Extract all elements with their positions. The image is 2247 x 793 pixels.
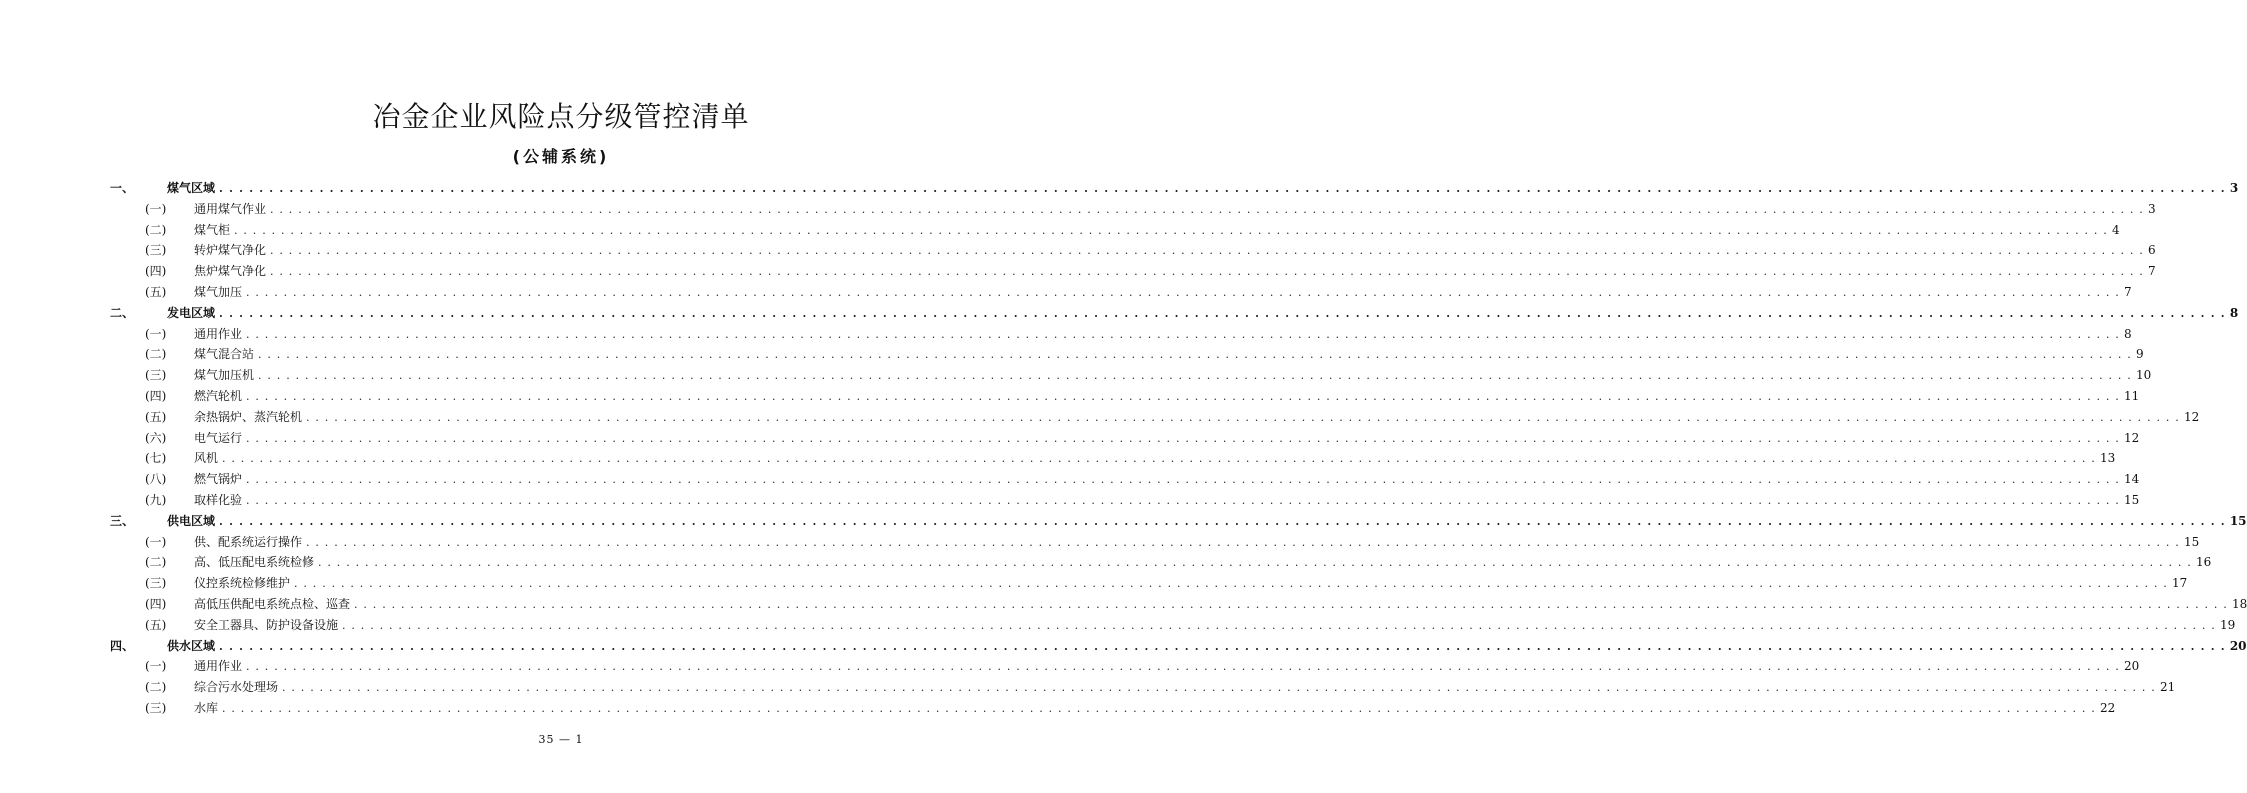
dot-leader: . . . . . . . . . . . . . . . . . . . . . . . . . . . . . . . . . . . . . . . . . . . . . . . . . . . . . . . . . . . . . . . . . . . . . . . . . . . . . . . . . . . . . . . . . . . . . . . . . . . . . . . . . . . . . . . . . . . . . . . . . . . . . . . . . . . . . . . . . . . . . . . . . . . . . . . . . . . . . . . . . . . . . . . . . . . . . . . . . . . . . . . . . . . . . . . . . . . . . . . . <box>222 452 2096 466</box>
toc-entry-label: 通用作业 <box>194 326 243 341</box>
toc-entry-number: (四) <box>145 388 167 403</box>
toc-entry-label: 燃汽轮机 <box>194 388 243 403</box>
toc-entry-number: (三) <box>145 576 167 591</box>
toc-entry-label: 煤气柜 <box>194 222 231 237</box>
toc-entry-page: 6 <box>2147 243 2156 258</box>
toc-entry-page: 20 <box>2123 659 2140 674</box>
toc-subsection-entry[interactable] <box>110 220 2120 241</box>
toc-entry-label: 高、低压配电系统检修 <box>194 555 315 570</box>
document-title: 冶金企业风险点分级管控清单 <box>372 100 750 133</box>
toc-subsection-entry[interactable] <box>110 386 2140 407</box>
toc-subsection-entry[interactable] <box>110 199 2156 220</box>
toc-entry-page: 14 <box>2123 472 2140 487</box>
toc-entry-label: 焦炉煤气净化 <box>194 264 267 279</box>
toc-entry-label: 通用作业 <box>194 659 243 674</box>
toc-subsection-entry[interactable] <box>110 615 2236 636</box>
toc-entry-label: 水库 <box>194 700 219 715</box>
toc-entry-page: 11 <box>2123 388 2140 403</box>
toc-entry-label: 供电区域 <box>167 513 216 528</box>
toc-subsection-entry[interactable] <box>110 428 2140 449</box>
toc-entry-label: 安全工器具、防护设备设施 <box>194 617 339 632</box>
toc-entry-label: 发电区域 <box>167 305 216 320</box>
toc-entry-page: 17 <box>2171 576 2188 591</box>
dot-leader: . . . . . . . . . . . . . . . . . . . . . . . . . . . . . . . . . . . . . . . . . . . . . . . . . . . . . . . . . . . . . . . . . . . . . . . . . . . . . . . . . . . . . . . . . . . . . . . . . . . . . . . . . . . . . . . . . . . . . . . . . . . . . . . . . . . . . . . . . . . . . . . . . . . . . . . . . . . . . . . . . . . . . . . . . . . . . . . . . . . . . . . . . . . . . . . . . . . . . . . . <box>246 389 2120 403</box>
toc-subsection-entry[interactable] <box>110 532 2200 553</box>
toc-entry-page: 16 <box>2195 555 2212 570</box>
toc-entry-page: 21 <box>2159 680 2176 695</box>
dot-leader: . . . . . . . . . . . . . . . . . . . . . . . . . . . . . . . . . . . . . . . . . . . . . . . . . . . . . . . . . . . . . . . . . . . . . . . . . . . . . . . . . . . . . . . . . . . . . . . . . . . . . . . . . . . . . . . . . . . . . . . . . . . . . . . . . . . . . . . . . . . . . . . . . . . . . . . . . . . . . . . . . . . . . . . . . . . . . . . . . . . . . . . . . . . . . . . . . . . . . . . . <box>234 223 2108 237</box>
dot-leader: . . . . . . . . . . . . . . . . . . . . . . . . . . . . . . . . . . . . . . . . . . . . . . . . . . . . . . . . . . . . . . . . . . . . . . . . . . . . . . . . . . . . . . . . . . . . . . . . . . . . . . . . . . . . . . . . . . . . . . . . . . . . . . . . . . . . . . . . . . . . . . . . . . . . . . . . . . . . . . . . . . . . . . . . . . . . . . . . . . . . . . . . . . . . . . . . . . . . . . . . <box>294 577 2168 591</box>
dot-leader: . . . . . . . . . . . . . . . . . . . . . . . . . . . . . . . . . . . . . . . . . . . . . . . . . . . . . . . . . . . . . . . . . . . . . . . . . . . . . . . . . . . . . . . . . . . . . . . . . . . . . . . . . . . . . . . . . . . . . . . . . . . . . . . . . . . . . . . . . . . . . . . . . . . . . . . . . . . . . . . . . . . . . . . . . . . . . . . . . . . . . . . . . . . . . . . . . . . . . . . . <box>282 681 2156 695</box>
toc-entry-page: 3 <box>2147 201 2156 216</box>
dot-leader: . . . . . . . . . . . . . . . . . . . . . . . . . . . . . . . . . . . . . . . . . . . . . . . . . . . . . . . . . . . . . . . . . . . . . . . . . . . . . . . . . . . . . . . . . . . . . . . . . . . . . . . . . . . . . . . . . . . . . . . . . . . . . . . . . . . . . . . . . . . . . . . . . . . . . . . . . . . . . . . . . . . . . . . . . . . . . . . . . . . . . . . . . . . . . . . . . . . . . . . . <box>354 597 2228 611</box>
dot-leader: . . . . . . . . . . . . . . . . . . . . . . . . . . . . . . . . . . . . . . . . . . . . . . . . . . . . . . . . . . . . . . . . . . . . . . . . . . . . . . . . . . . . . . . . . . . . . . . . . . . . . . . . . . . . . . . . . . . . . . . . . . . . . . . . . . . . . . . . . . . . . . . . . . . . . . . . . . . . . . . . . . . . . . . . . . . . . . . . . . . . . . . . . . . . . . . . . . . . . . . . <box>306 535 2180 549</box>
toc-entry-number: (三) <box>145 243 167 258</box>
toc-entry-label: 煤气加压机 <box>194 368 255 383</box>
toc-entry-number: (二) <box>145 347 167 362</box>
toc-entry-page: 10 <box>2135 368 2152 383</box>
toc-entry-number: (六) <box>145 430 167 445</box>
toc-entry-number: (二) <box>145 222 167 237</box>
page-number: 35 — 1 <box>538 733 584 746</box>
toc-entry-label: 转炉煤气净化 <box>194 243 267 258</box>
toc-subsection-entry[interactable] <box>110 282 2132 303</box>
toc-subsection-entry[interactable] <box>110 698 2116 719</box>
dot-leader: . . . . . . . . . . . . . . . . . . . . . . . . . . . . . . . . . . . . . . . . . . . . . . . . . . . . . . . . . . . . . . . . . . . . . . . . . . . . . . . . . . . . . . . . . . . . . . . . . . . . . . . . . . . . . . . . . . . . . . . . . . . . . . . . . . . . . . . . . . . . . . . . . . . . . . . . . . . . . . . . . . . . . . . . . . . . . . . . . . . . . . . . . . . . . . . . . . . . . . . . <box>342 618 2216 632</box>
toc-entry-number: 一、 <box>110 181 135 195</box>
toc-entry-page: 12 <box>2123 430 2140 445</box>
toc-entry-number: (八) <box>145 472 167 487</box>
toc-entry-number: (三) <box>145 368 167 383</box>
dot-leader: . . . . . . . . . . . . . . . . . . . . . . . . . . . . . . . . . . . . . . . . . . . . . . . . . . . . . . . . . . . . . . . . . . . . . . . . . . . . . . . . . . . . . . . . . . . . . . . . . . . . . . . . . . . . . . . . . . . . . . . . . . . . . . . . . . . . . . . . . . . . . . . . . . . . . . . . . . . . . . . . . . . . . . . . . . . . . . . . . . . . . . . . . . . . . . . . . . . . . . . . <box>219 639 2226 653</box>
toc-entry-label: 仪控系统检修维护 <box>194 576 291 591</box>
toc-subsection-entry[interactable] <box>110 448 2116 469</box>
toc-section-entry[interactable] <box>110 178 2239 199</box>
toc-entry-label: 煤气加压 <box>194 284 243 299</box>
toc-section-entry[interactable] <box>110 511 2247 532</box>
toc-entry-label: 余热锅炉、蒸汽轮机 <box>194 409 303 424</box>
toc-section-entry[interactable] <box>110 636 2247 657</box>
dot-leader: . . . . . . . . . . . . . . . . . . . . . . . . . . . . . . . . . . . . . . . . . . . . . . . . . . . . . . . . . . . . . . . . . . . . . . . . . . . . . . . . . . . . . . . . . . . . . . . . . . . . . . . . . . . . . . . . . . . . . . . . . . . . . . . . . . . . . . . . . . . . . . . . . . . . . . . . . . . . . . . . . . . . . . . . . . . . . . . . . . . . . . . . . . . . . . . . . . . . . . . . <box>246 285 2120 299</box>
toc-entry-label: 通用煤气作业 <box>194 201 267 216</box>
dot-leader: . . . . . . . . . . . . . . . . . . . . . . . . . . . . . . . . . . . . . . . . . . . . . . . . . . . . . . . . . . . . . . . . . . . . . . . . . . . . . . . . . . . . . . . . . . . . . . . . . . . . . . . . . . . . . . . . . . . . . . . . . . . . . . . . . . . . . . . . . . . . . . . . . . . . . . . . . . . . . . . . . . . . . . . . . . . . . . . . . . . . . . . . . . . . . . . . . . . . . . . . <box>270 265 2144 279</box>
toc-entry-label: 电气运行 <box>194 430 243 445</box>
dot-leader: . . . . . . . . . . . . . . . . . . . . . . . . . . . . . . . . . . . . . . . . . . . . . . . . . . . . . . . . . . . . . . . . . . . . . . . . . . . . . . . . . . . . . . . . . . . . . . . . . . . . . . . . . . . . . . . . . . . . . . . . . . . . . . . . . . . . . . . . . . . . . . . . . . . . . . . . . . . . . . . . . . . . . . . . . . . . . . . . . . . . . . . . . . . . . . . . . . . . . . . . <box>270 202 2144 216</box>
dot-leader: . . . . . . . . . . . . . . . . . . . . . . . . . . . . . . . . . . . . . . . . . . . . . . . . . . . . . . . . . . . . . . . . . . . . . . . . . . . . . . . . . . . . . . . . . . . . . . . . . . . . . . . . . . . . . . . . . . . . . . . . . . . . . . . . . . . . . . . . . . . . . . . . . . . . . . . . . . . . . . . . . . . . . . . . . . . . . . . . . . . . . . . . . . . . . . . . . . . . . . . . <box>318 556 2192 570</box>
toc-entry-page: 22 <box>2099 700 2116 715</box>
toc-entry-number: 三、 <box>110 513 135 528</box>
dot-leader: . . . . . . . . . . . . . . . . . . . . . . . . . . . . . . . . . . . . . . . . . . . . . . . . . . . . . . . . . . . . . . . . . . . . . . . . . . . . . . . . . . . . . . . . . . . . . . . . . . . . . . . . . . . . . . . . . . . . . . . . . . . . . . . . . . . . . . . . . . . . . . . . . . . . . . . . . . . . . . . . . . . . . . . . . . . . . . . . . . . . . . . . . . . . . . . . . . . . . . . . <box>219 514 2226 528</box>
dot-leader: . . . . . . . . . . . . . . . . . . . . . . . . . . . . . . . . . . . . . . . . . . . . . . . . . . . . . . . . . . . . . . . . . . . . . . . . . . . . . . . . . . . . . . . . . . . . . . . . . . . . . . . . . . . . . . . . . . . . . . . . . . . . . . . . . . . . . . . . . . . . . . . . . . . . . . . . . . . . . . . . . . . . . . . . . . . . . . . . . . . . . . . . . . . . . . . . . . . . . . . . <box>222 701 2096 715</box>
toc-entry-page: 15 <box>2183 534 2200 549</box>
toc-section-entry[interactable] <box>110 303 2239 324</box>
toc-entry-number: (一) <box>145 534 167 549</box>
toc-entry-page: 3 <box>2229 181 2239 195</box>
toc-entry-label: 取样化验 <box>194 492 243 507</box>
toc-entry-page: 18 <box>2231 596 2247 611</box>
toc-entry-number: (一) <box>145 201 167 216</box>
toc-entry-number: (四) <box>145 596 167 611</box>
toc-entry-number: (二) <box>145 680 167 695</box>
toc-entry-number: (二) <box>145 555 167 570</box>
dot-leader: . . . . . . . . . . . . . . . . . . . . . . . . . . . . . . . . . . . . . . . . . . . . . . . . . . . . . . . . . . . . . . . . . . . . . . . . . . . . . . . . . . . . . . . . . . . . . . . . . . . . . . . . . . . . . . . . . . . . . . . . . . . . . . . . . . . . . . . . . . . . . . . . . . . . . . . . . . . . . . . . . . . . . . . . . . . . . . . . . . . . . . . . . . . . . . . . . . . . . . . . <box>258 348 2132 362</box>
toc-entry-number: 四、 <box>110 638 135 653</box>
dot-leader: . . . . . . . . . . . . . . . . . . . . . . . . . . . . . . . . . . . . . . . . . . . . . . . . . . . . . . . . . . . . . . . . . . . . . . . . . . . . . . . . . . . . . . . . . . . . . . . . . . . . . . . . . . . . . . . . . . . . . . . . . . . . . . . . . . . . . . . . . . . . . . . . . . . . . . . . . . . . . . . . . . . . . . . . . . . . . . . . . . . . . . . . . . . . . . . . . . . . . . . . <box>258 369 2132 383</box>
toc-entry-label: 供、配系统运行操作 <box>194 534 303 549</box>
toc-subsection-entry[interactable] <box>110 656 2140 677</box>
toc-entry-page: 7 <box>2123 284 2132 299</box>
toc-subsection-entry[interactable] <box>110 365 2152 386</box>
toc-entry-label: 煤气混合站 <box>194 347 255 362</box>
toc-subsection-entry[interactable] <box>110 552 2212 573</box>
document-subtitle: (公辅系统) <box>512 147 610 166</box>
toc-entry-label: 供水区域 <box>167 638 216 653</box>
toc-subsection-entry[interactable] <box>110 573 2188 594</box>
toc-entry-page: 19 <box>2219 617 2236 632</box>
toc-entry-page: 8 <box>2123 326 2132 341</box>
toc-entry-page: 12 <box>2183 409 2200 424</box>
toc-entry-label: 高低压供配电系统点检、巡查 <box>194 596 351 611</box>
toc-entry-number: (五) <box>145 617 167 632</box>
toc-entry-label: 风机 <box>194 451 219 466</box>
table-of-contents <box>110 178 2247 719</box>
toc-subsection-entry[interactable] <box>110 490 2140 511</box>
dot-leader: . . . . . . . . . . . . . . . . . . . . . . . . . . . . . . . . . . . . . . . . . . . . . . . . . . . . . . . . . . . . . . . . . . . . . . . . . . . . . . . . . . . . . . . . . . . . . . . . . . . . . . . . . . . . . . . . . . . . . . . . . . . . . . . . . . . . . . . . . . . . . . . . . . . . . . . . . . . . . . . . . . . . . . . . . . . . . . . . . . . . . . . . . . . . . . . . . . . . . . . . <box>246 493 2120 507</box>
toc-entry-page: 13 <box>2099 451 2116 466</box>
toc-entry-page: 15 <box>2123 492 2140 507</box>
toc-entry-label: 煤气区域 <box>167 181 216 195</box>
toc-entry-page: 4 <box>2111 222 2120 237</box>
toc-subsection-entry[interactable] <box>110 261 2156 282</box>
toc-entry-page: 20 <box>2229 638 2247 653</box>
toc-entry-number: (四) <box>145 264 167 279</box>
toc-entry-page: 15 <box>2229 513 2247 528</box>
toc-entry-label: 综合污水处理场 <box>194 680 279 695</box>
dot-leader: . . . . . . . . . . . . . . . . . . . . . . . . . . . . . . . . . . . . . . . . . . . . . . . . . . . . . . . . . . . . . . . . . . . . . . . . . . . . . . . . . . . . . . . . . . . . . . . . . . . . . . . . . . . . . . . . . . . . . . . . . . . . . . . . . . . . . . . . . . . . . . . . . . . . . . . . . . . . . . . . . . . . . . . . . . . . . . . . . . . . . . . . . . . . . . . . . . . . . . . . <box>270 244 2144 258</box>
toc-subsection-entry[interactable] <box>110 324 2132 345</box>
toc-subsection-entry[interactable] <box>110 677 2176 698</box>
dot-leader: . . . . . . . . . . . . . . . . . . . . . . . . . . . . . . . . . . . . . . . . . . . . . . . . . . . . . . . . . . . . . . . . . . . . . . . . . . . . . . . . . . . . . . . . . . . . . . . . . . . . . . . . . . . . . . . . . . . . . . . . . . . . . . . . . . . . . . . . . . . . . . . . . . . . . . . . . . . . . . . . . . . . . . . . . . . . . . . . . . . . . . . . . . . . . . . . . . . . . . . . <box>246 473 2120 487</box>
dot-leader: . . . . . . . . . . . . . . . . . . . . . . . . . . . . . . . . . . . . . . . . . . . . . . . . . . . . . . . . . . . . . . . . . . . . . . . . . . . . . . . . . . . . . . . . . . . . . . . . . . . . . . . . . . . . . . . . . . . . . . . . . . . . . . . . . . . . . . . . . . . . . . . . . . . . . . . . . . . . . . . . . . . . . . . . . . . . . . . . . . . . . . . . . . . . . . . . . . . . . . . . <box>246 431 2120 445</box>
toc-entry-number: (一) <box>145 659 167 674</box>
toc-entry-number: (五) <box>145 409 167 424</box>
toc-subsection-entry[interactable] <box>110 344 2144 365</box>
toc-entry-number: (七) <box>145 451 167 466</box>
dot-leader: . . . . . . . . . . . . . . . . . . . . . . . . . . . . . . . . . . . . . . . . . . . . . . . . . . . . . . . . . . . . . . . . . . . . . . . . . . . . . . . . . . . . . . . . . . . . . . . . . . . . . . . . . . . . . . . . . . . . . . . . . . . . . . . . . . . . . . . . . . . . . . . . . . . . . . . . . . . . . . . . . . . . . . . . . . . . . . . . . . . . . . . . . . . . . . . . . . . . . . . . <box>219 306 2226 320</box>
toc-entry-page: 9 <box>2135 347 2144 362</box>
toc-entry-label: 燃气锅炉 <box>194 472 243 487</box>
toc-entry-number: (九) <box>145 492 167 507</box>
toc-entry-page: 8 <box>2229 305 2239 320</box>
dot-leader: . . . . . . . . . . . . . . . . . . . . . . . . . . . . . . . . . . . . . . . . . . . . . . . . . . . . . . . . . . . . . . . . . . . . . . . . . . . . . . . . . . . . . . . . . . . . . . . . . . . . . . . . . . . . . . . . . . . . . . . . . . . . . . . . . . . . . . . . . . . . . . . . . . . . . . . . . . . . . . . . . . . . . . . . . . . . . . . . . . . . . . . . . . . . . . . . . . . . . . . . <box>246 660 2120 674</box>
dot-leader: . . . . . . . . . . . . . . . . . . . . . . . . . . . . . . . . . . . . . . . . . . . . . . . . . . . . . . . . . . . . . . . . . . . . . . . . . . . . . . . . . . . . . . . . . . . . . . . . . . . . . . . . . . . . . . . . . . . . . . . . . . . . . . . . . . . . . . . . . . . . . . . . . . . . . . . . . . . . . . . . . . . . . . . . . . . . . . . . . . . . . . . . . . . . . . . . . . . . . . . . <box>219 182 2226 195</box>
toc-entry-number: (一) <box>145 326 167 341</box>
toc-entry-number: (三) <box>145 700 167 715</box>
toc-entry-page: 7 <box>2147 264 2156 279</box>
toc-entry-number: (五) <box>145 284 167 299</box>
dot-leader: . . . . . . . . . . . . . . . . . . . . . . . . . . . . . . . . . . . . . . . . . . . . . . . . . . . . . . . . . . . . . . . . . . . . . . . . . . . . . . . . . . . . . . . . . . . . . . . . . . . . . . . . . . . . . . . . . . . . . . . . . . . . . . . . . . . . . . . . . . . . . . . . . . . . . . . . . . . . . . . . . . . . . . . . . . . . . . . . . . . . . . . . . . . . . . . . . . . . . . . . <box>246 327 2120 341</box>
toc-entry-number: 二、 <box>110 305 135 320</box>
toc-subsection-entry[interactable] <box>110 594 2247 615</box>
toc-subsection-entry[interactable] <box>110 469 2140 490</box>
toc-subsection-entry[interactable] <box>110 240 2156 261</box>
toc-subsection-entry[interactable] <box>110 407 2200 428</box>
dot-leader: . . . . . . . . . . . . . . . . . . . . . . . . . . . . . . . . . . . . . . . . . . . . . . . . . . . . . . . . . . . . . . . . . . . . . . . . . . . . . . . . . . . . . . . . . . . . . . . . . . . . . . . . . . . . . . . . . . . . . . . . . . . . . . . . . . . . . . . . . . . . . . . . . . . . . . . . . . . . . . . . . . . . . . . . . . . . . . . . . . . . . . . . . . . . . . . . . . . . . . . . <box>306 410 2180 424</box>
